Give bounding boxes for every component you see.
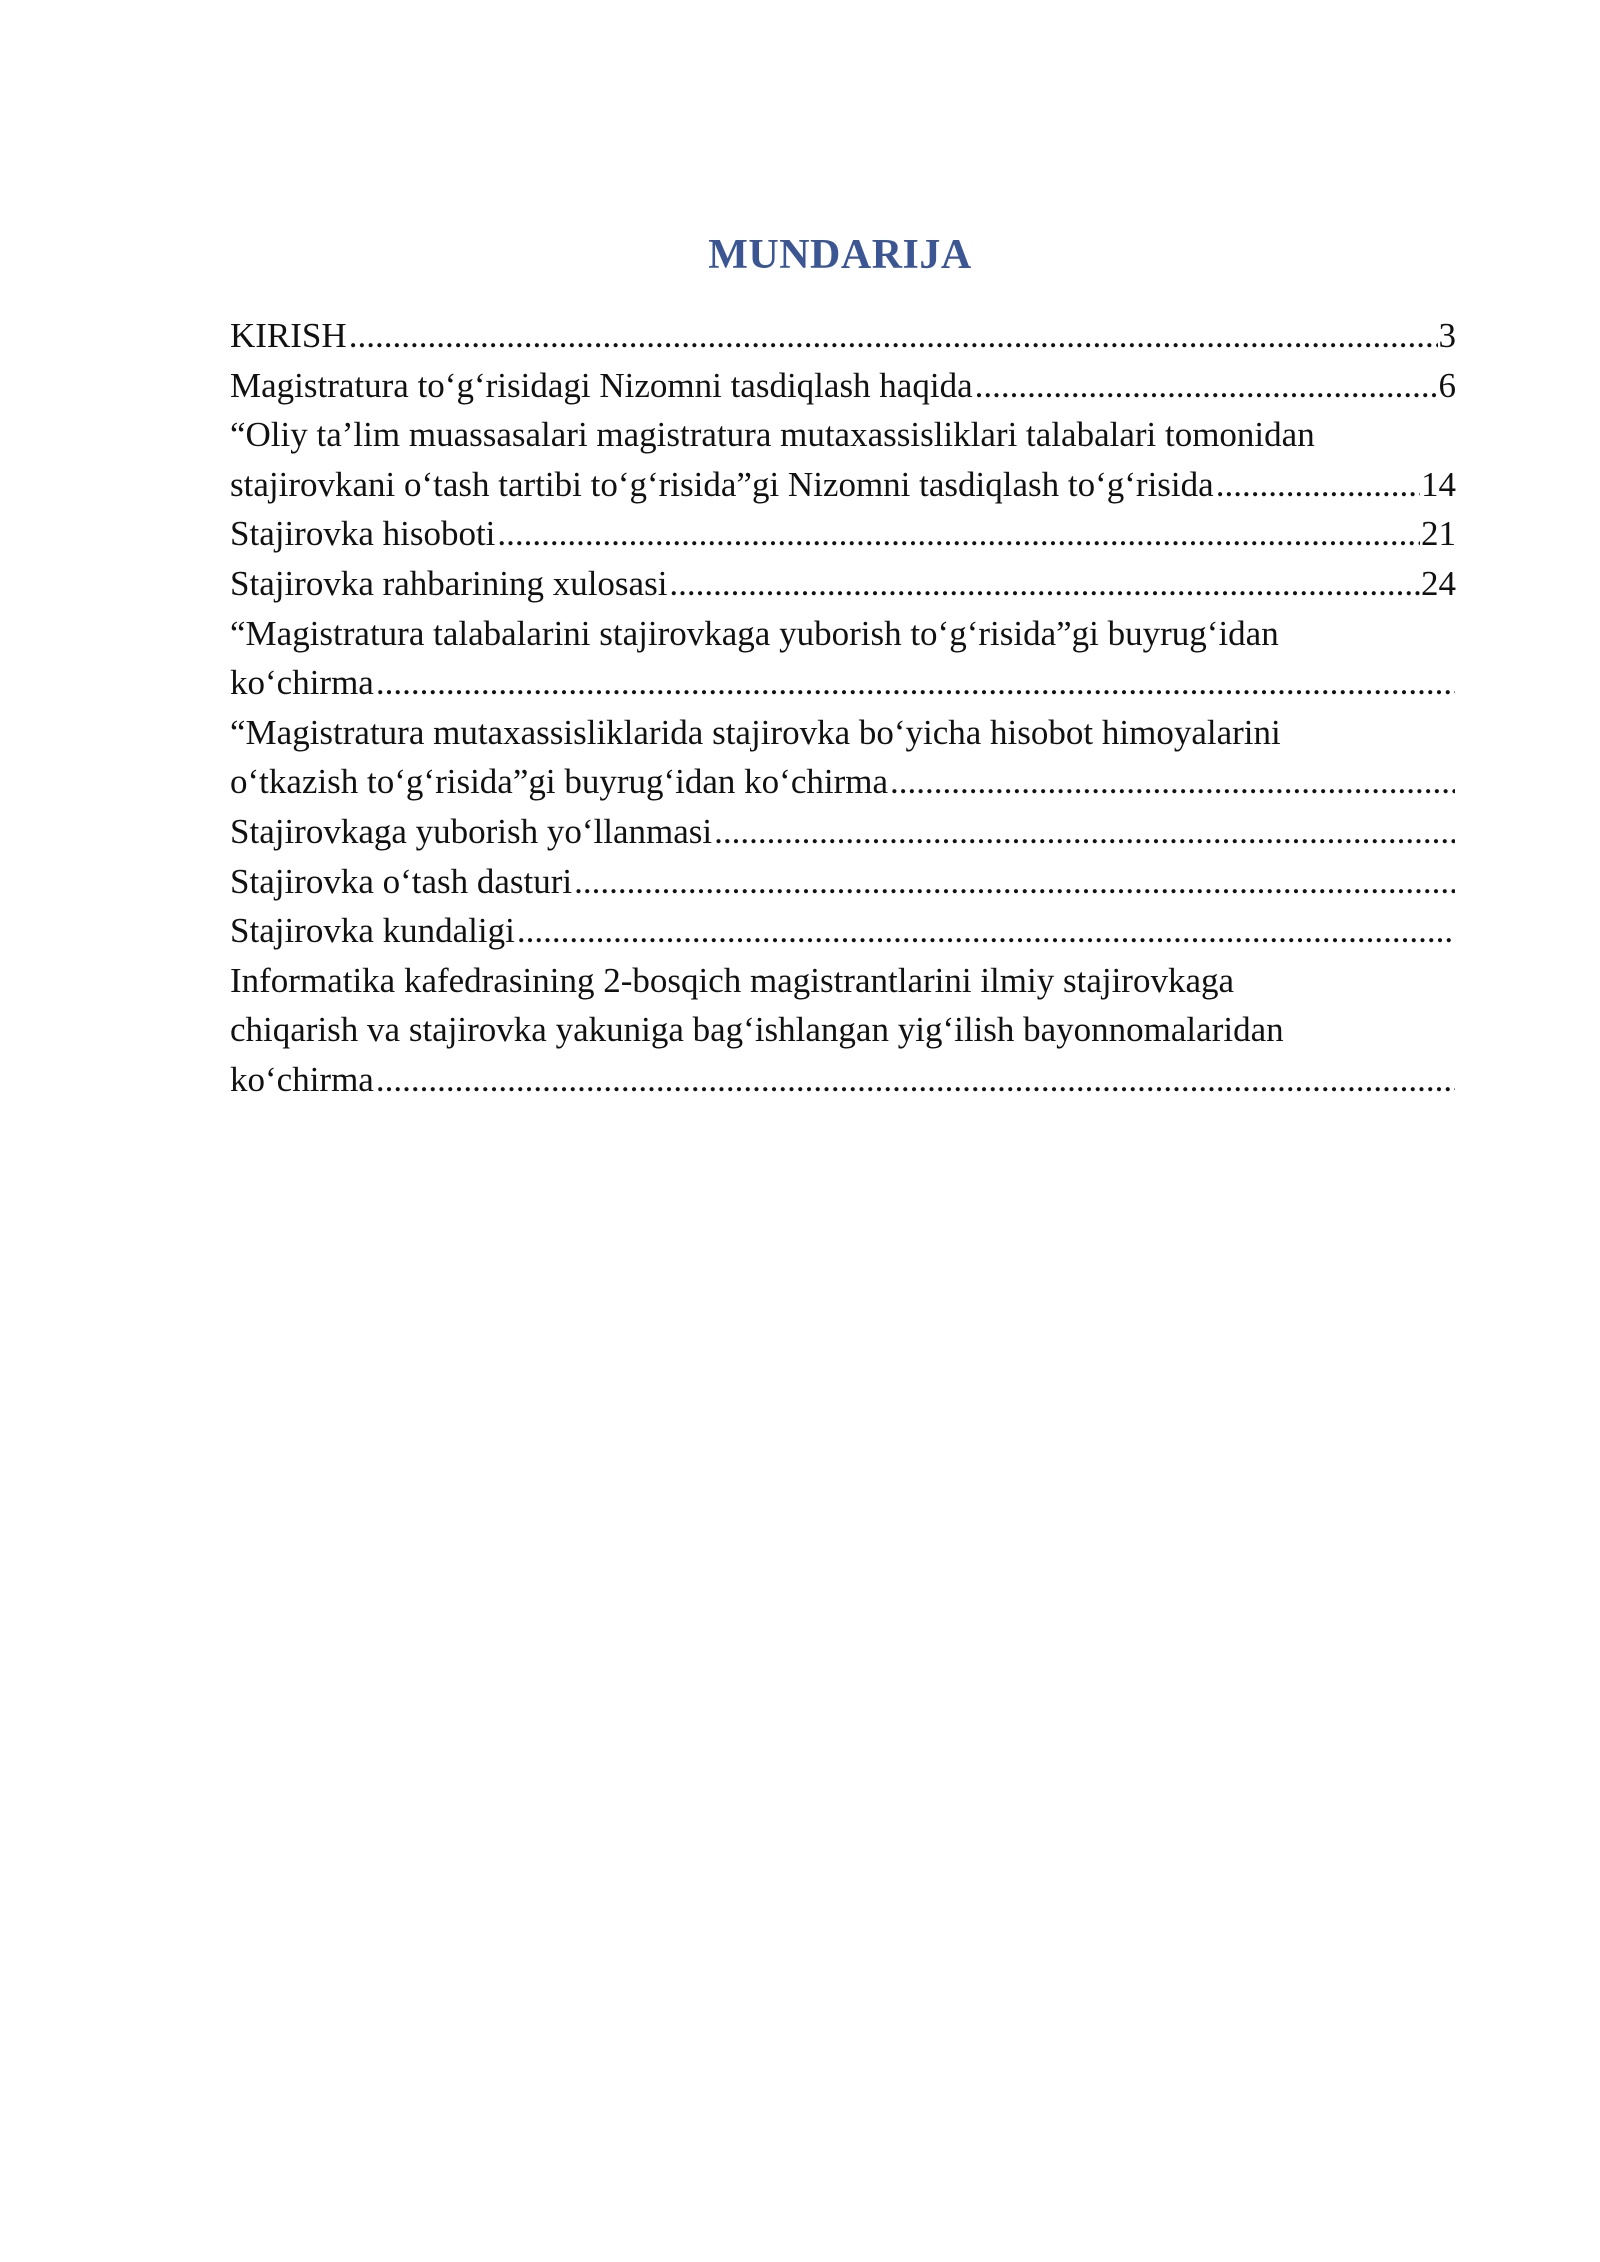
toc-page-number: 14 (1421, 464, 1456, 504)
toc-entry-text: Informatika kafedrasining 2-bosqich magistrantlarini ilmiy stajirovkaga (230, 960, 1235, 1000)
toc-line (230, 1055, 1456, 1105)
toc-line (230, 757, 1456, 807)
dot-leader (714, 807, 1455, 857)
toc-page-number: 3 (1438, 316, 1456, 355)
dot-leader (517, 906, 1455, 956)
toc-line (230, 956, 1456, 1006)
toc-line (230, 807, 1456, 857)
toc-entry-text: KIRISH (230, 316, 347, 355)
toc-entry (230, 311, 1456, 361)
dot-leader (1216, 460, 1420, 510)
page-title: MUNDARIJA (708, 232, 972, 278)
dot-leader (376, 658, 1455, 708)
toc-entry (230, 559, 1456, 609)
toc-entry-text: “Oliy ta’lim muassasalari magistratura mutaxassisliklari talabalari tomonidan (230, 415, 1315, 455)
toc-entry-text: “Magistratura mutaxassisliklarida stajirovka bo‘yicha hisobot himoyalarini (230, 712, 1281, 752)
toc-entry-text: Stajirovka hisoboti (230, 514, 496, 554)
toc-line (230, 410, 1456, 460)
toc-entry (230, 906, 1456, 956)
toc-line (230, 1005, 1456, 1055)
toc-line (230, 559, 1456, 609)
toc-entry-text: chiqarish va stajirovka yakuniga bag‘ishlangan yig‘ilish bayonnomalaridan (230, 1010, 1284, 1050)
table-of-contents (230, 311, 1456, 1105)
toc-entry-text: ko‘chirma (230, 663, 374, 703)
dot-leader (574, 857, 1455, 907)
toc-entry-text: Magistratura to‘g‘risidagi Nizomni tasdiqlash haqida (230, 365, 973, 405)
toc-entry-text: o‘tkazish to‘g‘risida”gi buyrug‘idan ko‘chirma (230, 762, 888, 802)
toc-entry (230, 956, 1456, 1105)
toc-entry (230, 410, 1456, 509)
toc-line (230, 857, 1456, 907)
toc-entry-text: stajirovkani o‘tash tartibi to‘g‘risida”gi Nizomni tasdiqlash to‘g‘risida (230, 464, 1214, 504)
toc-line (230, 658, 1456, 708)
toc-entry (230, 857, 1456, 907)
toc-entry (230, 609, 1456, 708)
dot-leader (890, 757, 1455, 807)
toc-entry (230, 361, 1456, 411)
toc-line (230, 509, 1456, 559)
toc-page-number: 24 (1421, 563, 1456, 603)
toc-page-number: 6 (1438, 365, 1456, 405)
toc-entry (230, 807, 1456, 857)
toc-line (230, 708, 1456, 758)
dot-leader (975, 361, 1438, 411)
toc-entry-text: “Magistratura talabalarini stajirovkaga yuborish to‘g‘risida”gi buyrug‘idan (230, 613, 1279, 653)
toc-line (230, 609, 1456, 659)
toc-entry-text: Stajirovka kundaligi (230, 911, 515, 951)
toc-entry-text: Stajirovka o‘tash dasturi (230, 861, 573, 901)
toc-entry-text: ko‘chirma (230, 1059, 374, 1099)
toc-entry-text: Stajirovka rahbarining xulosasi (230, 563, 668, 603)
toc-page-number: 21 (1421, 514, 1456, 554)
toc-line (230, 906, 1456, 956)
toc-entry (230, 509, 1456, 559)
dot-leader (669, 559, 1420, 609)
dot-leader (376, 1055, 1455, 1105)
toc-line (230, 361, 1456, 411)
toc-entry (230, 708, 1456, 807)
dot-leader (497, 509, 1420, 559)
toc-entry-text: Stajirovkaga yuborish yo‘llanmasi (230, 811, 713, 851)
dot-leader (349, 311, 1438, 361)
toc-line (230, 460, 1456, 510)
toc-line (230, 311, 1456, 361)
